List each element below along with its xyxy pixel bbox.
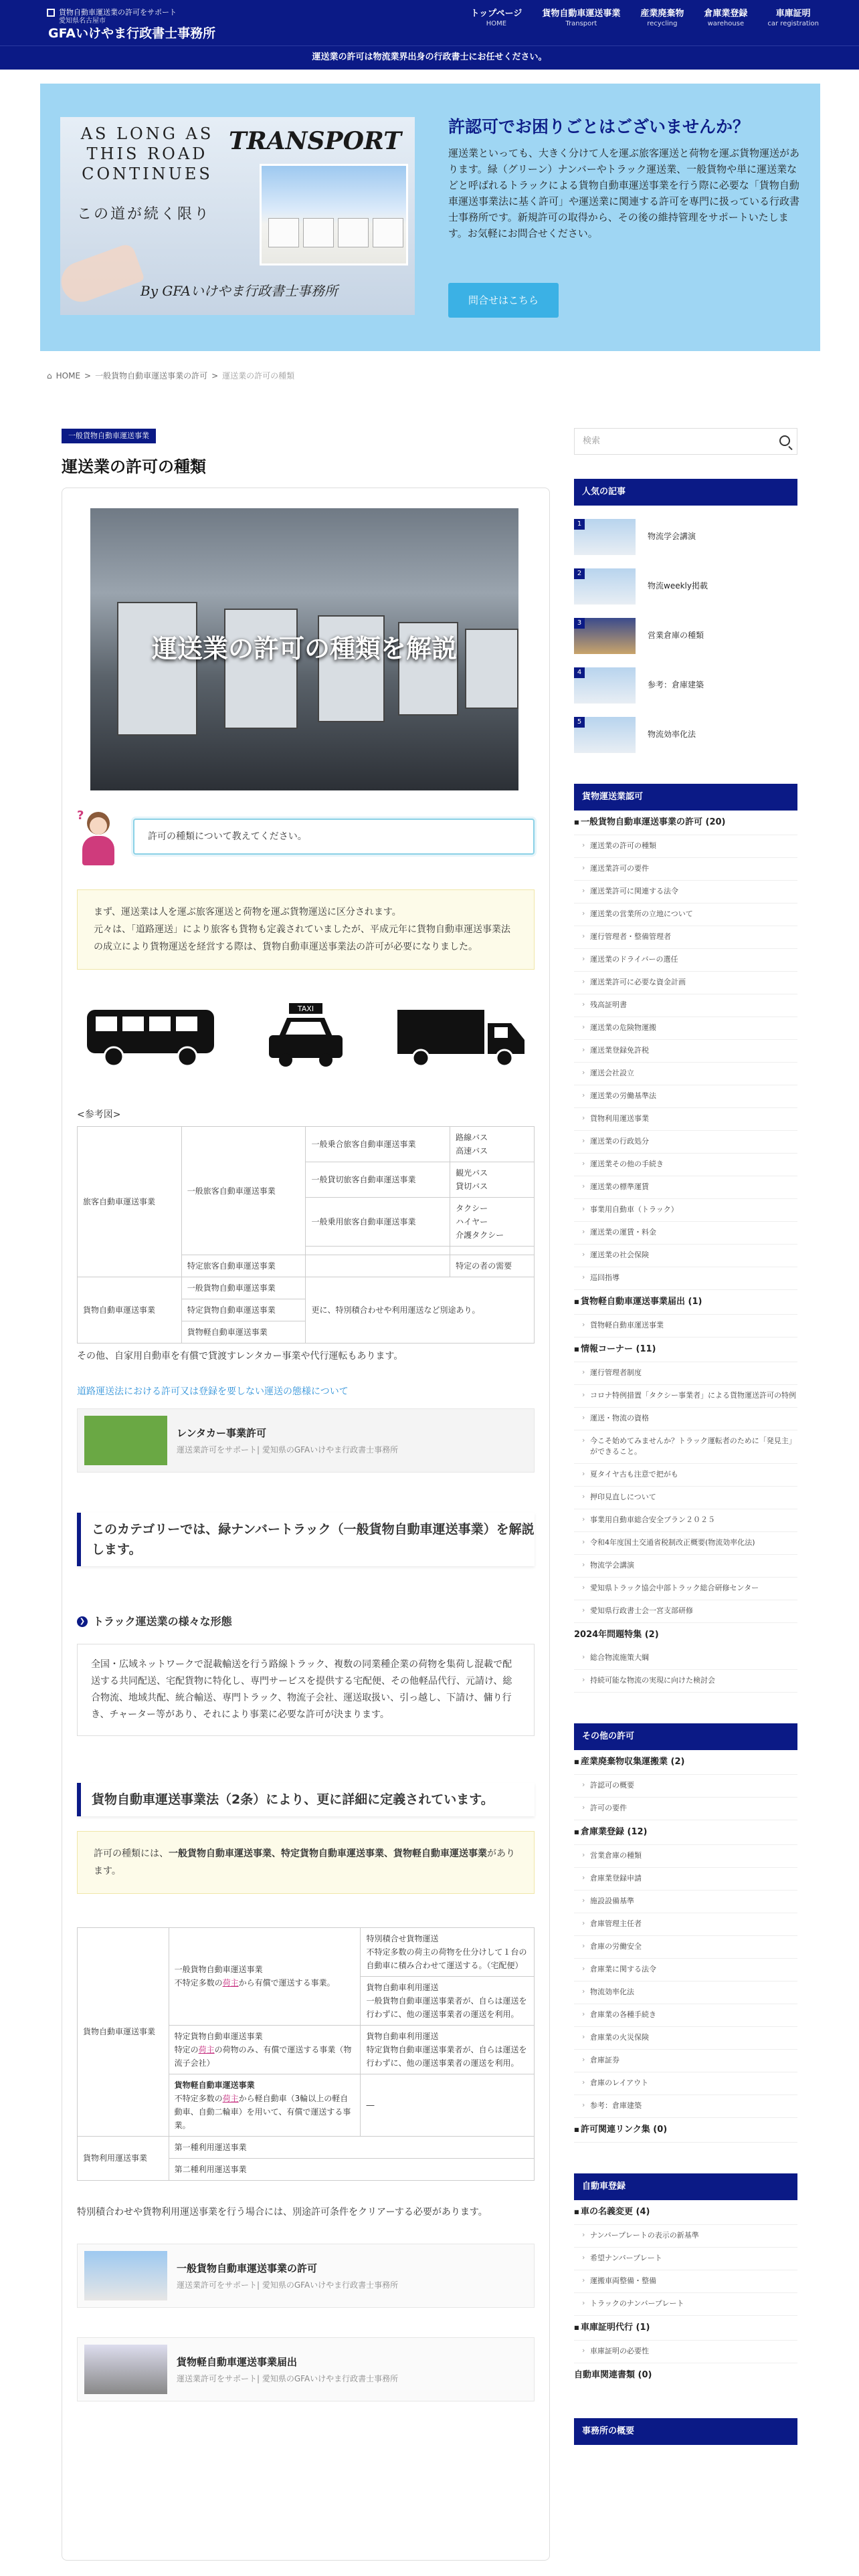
sidebar-link[interactable]: › 運送業の許可の種類 (574, 835, 797, 858)
logo-sub: 愛知県名古屋市 (59, 17, 106, 25)
blogcard-rental[interactable]: レンタカー事業許可 運送業許可をサポート| 愛知県のGFAいけやま行政書士事務所 (77, 1408, 535, 1473)
blogcard-light-cargo[interactable]: 貨物軽自動車運送事業届出 運送業許可をサポート| 愛知県のGFAいけやま行政書士事務所 (77, 2337, 535, 2401)
cargo-law-table: 貨物自動車運送事業 一般貨物自動車運送事業 不特定多数の荷主から有償で運送する事業。 特別積合せ貨物運送 不特定多数の荷主の荷物を仕分けして１台の自動車に積み合わせて運送する。（宅配便） 貨物自動車利用運送 一般貨物自動車運送事業者が、自らは運送を行わずに、他の運送事業者の運送を利用。 特定貨物自動車運送事業 特定の荷主の荷物のみ、有償で運送する事業（物流子会社） 貨物自動車利用運送 特定貨物自動車運送事業者が、自らは運送を行わずに、他の運送事業者の運送を利用。 貨物軽自動車運送事業 不特定多数の荷主から軽自動車（3輪以上の軽自動車、自動二輪車）を用いて、有償で運送する事業。 ― 貨物利用運送事業 第一種利用運送事業 第二種利用運送事業 (77, 1927, 535, 2181)
sidebar-link[interactable]: › 愛知県トラック協会中部トラック総合研修センター (574, 1578, 797, 1600)
office-overview: 事務所の概要 (574, 2418, 797, 2445)
sidebar-link[interactable]: › 運送・物流の資格 (574, 1408, 797, 1430)
avatar (77, 807, 117, 867)
sidebar-link[interactable]: › 夏タイヤ古も注意で把がも (574, 1464, 797, 1487)
breadcrumb-home[interactable]: HOME (56, 371, 81, 381)
category-link[interactable]: ■ 産業廃棄物収集運搬業 (2) (574, 1750, 797, 1775)
truck-icon (394, 1003, 528, 1070)
question-icon: ? (77, 809, 84, 823)
sidebar-link[interactable]: › 運送業のドライバーの選任 (574, 949, 797, 972)
category-link[interactable]: 2024年問題特集 (2) (574, 1630, 659, 1640)
category-other-permits: その他の許可 ■ 産業廃棄物収集運搬業 (2) › 許認可の概要 › 許可の要件 ■ 倉庫業登録 (12) › 営業倉庫の種類 › 倉庫業登録申請 › 施設設備基準 › 倉庫管理主任者 › 倉庫の労働安全 › 倉庫業に関する法令 › 物流効率化法 › 倉庫業の各種手続き › 倉庫業の火災保険 › 倉庫証券 › 倉庫のレイアウト › 参考：倉庫建築 ■ 許可関連リンク集 (0) (574, 1723, 797, 2143)
sidebar-link[interactable]: › 運送業の営業所の立地について (574, 903, 797, 926)
sidebar-link[interactable]: › 今こそ始めてみませんか？トラック運転者のために「発見主」ができること。 (574, 1430, 797, 1464)
blogcard-thumbnail (84, 2251, 167, 2300)
related-link[interactable]: 道路運送法における許可又は登録を要しない運送の態様について (77, 1386, 349, 1397)
home-icon: ⌂ (47, 371, 52, 381)
sidebar-link[interactable]: › 希望ナンバープレート (574, 2248, 797, 2270)
sidebar-link[interactable]: › 運送業の社会保険 (574, 1245, 797, 1267)
hero-image-jp: この道が続く限り (77, 206, 211, 223)
sidebar-link[interactable]: › コロナ特例措置「タクシー事業者」による貨物運送許可の特例 (574, 1385, 797, 1408)
taxi-sign-text: TAXI (297, 1004, 314, 1013)
category-car-registration: 自動車登録 ■ 車の名義変更 (4) › ナンバープレートの表示の新基準 › 希望ナンバープレート › 運搬車両整備・整備 › トラックのナンバープレート ■ 車庫証明代行 (1) › 車庫証明の必要性 自動車関連書類 (0) (574, 2173, 797, 2387)
blogcard-thumbnail (84, 1416, 167, 1465)
site-header (0, 0, 859, 45)
notice-bar: 運送業の許可は物流業界出身の行政書士にお任せください。 (0, 45, 859, 70)
sidebar-link[interactable]: › トラックのナンバープレート (574, 2293, 797, 2316)
sidebar-link[interactable]: › 施設設備基準 (574, 1891, 797, 1913)
popular-thumbnail: 5 (574, 717, 636, 753)
category-link[interactable]: ■ 情報コーナー (11) (574, 1337, 797, 1362)
category-transport: 貨物運送業認可 ■ 一般貨物自動車運送事業の許可 (20) › 運送業の許可の種類 › 運送業許可の要件 › 運送業許可に関連する法令 › 運送業の営業所の立地について › 運行管理者・整備管理者 › 運送業のドライバーの選任 › 運送業許可に必要な資金計画 › 残高証明書 › 運送業の危険物運搬 › 運送業登録免許税 › 運送会社設立 › 運送業の労働基準法 › 貨物利用運送事業 › 運送業の行政処分 › 運送業その他の手続き › 運送業の標準運賃 › 事業用自動車（トラック） › 運送業の運賃・料金 › 運送業の社会保険 › 巡回指導 ■ 貨物軽自動車運送事業届出 (1) › 貨物軽自動車運送事業 ■ 情報コーナー (11) › 運行管理者制度 › コロナ特例措置「タクシー事業者」による貨物運送許可の特例 › 運送・物流の資格 › 今こそ始めてみませんか？トラック運転者のために「発見主」ができること。 › 夏タイヤ古も注意で把がも › 押印見直しについて › 事業用自動車総合安全プラン２０２５ › 令和4年度国土交通省税制改正概要(物流効率化法) › 物流学会講演 › 愛知県トラック協会中部トラック総合研修センター › 愛知県行政書士会一宮支部研修 2024年問題特集 (2) › 総合物流施策大綱 › 持続可能な物流の実現に向けた検討会 (574, 784, 797, 1693)
category-link[interactable]: ■ 許可関連リンク集 (0) (574, 2118, 797, 2143)
hero-image-phrase: AS LONG AS THIS ROAD CONTINUES (80, 124, 214, 183)
hero-image-title: TRANSPORT (228, 127, 401, 155)
sidebar-link[interactable]: › ナンバープレートの表示の新基準 (574, 2225, 797, 2248)
sidebar-link[interactable]: › 倉庫の労働安全 (574, 1936, 797, 1959)
sidebar-link[interactable]: › 運送業その他の手続き (574, 1154, 797, 1176)
taxi-icon (266, 1003, 346, 1070)
popular-item[interactable]: 3 営業倉庫の種類 (574, 618, 797, 654)
category-link[interactable]: ■ 一般貨物自動車運送事業の許可 (20) (574, 811, 797, 835)
hero-banner (40, 84, 820, 351)
sidebar-link[interactable]: › 運送業の行政処分 (574, 1131, 797, 1154)
hero-image-by: By GFAいけやま行政書士事務所 (140, 283, 338, 299)
popular-item[interactable]: 2 物流weekly掲載 (574, 568, 797, 605)
page-title: 運送業の許可の種類 (62, 457, 206, 476)
popular-thumbnail: 1 (574, 519, 636, 555)
sidebar-link[interactable]: › 許可の要件 (574, 1798, 797, 1820)
sidebar-link[interactable]: › 運送業の運賃・料金 (574, 1222, 797, 1245)
nav-warehouse[interactable]: 倉庫業登録 warehouse (704, 9, 748, 27)
sidebar-link[interactable]: › 車庫証明の必要性 (574, 2341, 797, 2363)
sidebar-link[interactable]: › 運送業許可の要件 (574, 858, 797, 881)
sidebar-link[interactable]: › 運送会社設立 (574, 1063, 797, 1085)
sidebar-link[interactable]: › 愛知県行政書士会一宮支部研修 (574, 1600, 797, 1623)
nav-car-registration[interactable]: 車庫証明 car registration (767, 9, 819, 27)
sidebar-link[interactable]: › 運行管理者制度 (574, 1362, 797, 1385)
forms-box: 全国・広域ネットワークで混載輸送を行う路線トラック、複数の同業種企業の荷物を集荷し混載で配送する共同配送、宅配貨物に特化し、専門サービスを提供する宅配便、その他軽品代行、元請け、総合物流、地域共配、統合輸送、専門トラック、物流子会社、運送取扱い、引っ越し、下請け、傭り行き、チャーター等があり、それにより事業に必要な許可が決まります。 (77, 1644, 535, 1736)
blogcard-general-cargo[interactable]: 一般貨物自動車運送事業の許可 運送業許可をサポート| 愛知県のGFAいけやま行政書士事務所 (77, 2244, 535, 2308)
hero-title: 許認可でお困りごとはございませんか？ (448, 117, 750, 136)
sidebar-link[interactable]: › 総合物流施策大綱 (574, 1647, 797, 1670)
subsection-heading: ❯ トラック運送業の様々な形態 (77, 1613, 535, 1630)
logo-name: GFAいけやま行政書士事務所 (48, 26, 216, 41)
sidebar-link[interactable]: › 倉庫業の各種手続き (574, 2004, 797, 2027)
sidebar-link[interactable]: › 倉庫業の火災保険 (574, 2027, 797, 2050)
popular-item[interactable]: 4 参考：倉庫建築 (574, 667, 797, 704)
vehicle-icons (77, 1003, 535, 1070)
nav-home[interactable]: トップページ HOME (470, 9, 522, 27)
sidebar-link[interactable]: › 運送業登録免許税 (574, 1040, 797, 1063)
breadcrumb-current: 運送業の許可の種類 (222, 371, 295, 381)
intro-note: まず、運送業は人を運ぶ旅客運送と荷物を運ぶ貨物運送に区分されます。 元々は、「道路運送」により旅客も貨物も定義されていましたが、平成元年に貨物自動車運送事業法の成立により貨物運送を経営する際は、貨物自動車運送事業法の許可が必要になりました。 (77, 889, 535, 970)
eyecatch-caption: 運送業の許可の種類を解説 (151, 634, 457, 663)
bus-icon (84, 1003, 217, 1070)
breadcrumb-category[interactable]: 一般貨物自動車運送事業の許可 (95, 371, 208, 381)
permit-table: 旅客自動車運送事業 一般旅客自動車運送事業 一般乗合旅客自動車運送事業 路線バス 高速バス 一般貸切旅客自動車運送事業 観光バス 貸切バス 一般乗用旅客自動車運送事業 タクシー ハイヤー 介護タクシー 特定旅客自動車運送事業 特定の者の需要 貨物自動車運送事業 一般貨物自動車運送事業 更に、特別積合わせや利用運送など別途あり。 特定貨物自動車運送事業 貨物軽自動車運送事業 (77, 1126, 535, 1344)
sidebar-link[interactable]: › 事業用自動車（トラック） (574, 1199, 797, 1222)
section-heading: このカテゴリーでは、緑ナンバートラック（一般貨物自動車運送事業）を解説します。 (77, 1513, 535, 1566)
sidebar-link[interactable]: › 倉庫のレイアウト (574, 2072, 797, 2095)
breadcrumb: ⌂ HOME > 一般貨物自動車運送事業の許可 > 運送業の許可の種類 (47, 370, 294, 383)
category-link[interactable]: ■ 車庫証明代行 (1) (574, 2316, 797, 2341)
sidebar-link[interactable]: › 運送業の労働基準法 (574, 1085, 797, 1108)
nav-recycling[interactable]: 産業廃棄物 recycling (640, 9, 684, 27)
chevron-right-icon: ❯ (77, 1616, 88, 1627)
contact-button[interactable]: 問合せはこちら (448, 283, 559, 318)
sidebar-link[interactable]: › 持続可能な物流の実現に向けた検討会 (574, 1670, 797, 1693)
sidebar-link[interactable]: › 運行管理者・整備管理者 (574, 926, 797, 949)
trucks-photo (260, 164, 408, 265)
popular-item[interactable]: 5 物流効率化法 (574, 717, 797, 753)
sidebar (574, 428, 797, 2445)
site-logo[interactable] (47, 4, 215, 41)
sidebar-link[interactable]: › 倉庫業登録申請 (574, 1868, 797, 1891)
sidebar-link[interactable]: › 許認可の概要 (574, 1775, 797, 1798)
popular-thumbnail: 4 (574, 667, 636, 704)
speech-bubble: 許可の種類について教えてください。 (133, 819, 535, 855)
popular-heading: 人気の記事 (574, 479, 797, 506)
sidebar-link[interactable]: › 事業用自動車総合安全プラン２０２５ (574, 1509, 797, 1532)
after-table-text: その他、自家用自動車を有償で貸渡すレンタカー事業や代行運転もあります。 (77, 1351, 403, 1362)
reference-label: <参考図> (77, 1109, 121, 1120)
popular-item[interactable]: 1 物流学会講演 (574, 519, 797, 555)
sidebar-link[interactable]: › 倉庫管理主任者 (574, 1913, 797, 1936)
sidebar-link[interactable]: › 運送業許可に関連する法令 (574, 881, 797, 903)
speech-row (77, 807, 535, 867)
category-link[interactable]: ■ 貨物軽自動車運送事業届出 (1) (574, 1290, 797, 1315)
logo-tagline: 貨物自動車運送業の許可をサポート (59, 8, 177, 17)
sidebar-link[interactable]: › 倉庫証券 (574, 2050, 797, 2072)
logo-icon (47, 9, 55, 17)
hand-graphic (60, 242, 145, 307)
permit-types-note: 許可の種類には、一般貨物自動車運送事業、特定貨物自動車運送事業、貨物軽自動車運送事業があります。 (77, 1831, 535, 1894)
category-link[interactable]: ■ 車の名義変更 (4) (574, 2200, 797, 2225)
article-body (62, 488, 550, 2561)
after-table2-text: 特別積合わせや貨物利用運送事業を行う場合には、別途許可条件をクリアーする必要があります。 (77, 2206, 488, 2218)
eyecatch-image (90, 508, 518, 790)
sidebar-link[interactable]: › 物流学会講演 (574, 1555, 797, 1578)
sidebar-link[interactable]: › 運送業許可に必要な資金計画 (574, 972, 797, 994)
popular-posts (574, 479, 797, 753)
category-badge[interactable]: 一般貨物自動車運送事業 (62, 429, 156, 443)
sidebar-link[interactable]: › 押印見直しについて (574, 1487, 797, 1509)
popular-thumbnail: 2 (574, 568, 636, 605)
sidebar-link[interactable]: › 貨物利用運送事業 (574, 1108, 797, 1131)
category-link[interactable]: 自動車関連書類 (0) (574, 2370, 652, 2380)
hero-text: 運送業といっても、大きく分けて人を運ぶ旅客運送と荷物を運ぶ貨物運送があります。緑（グリーン）ナンバーやトラック運送業、一般貨物や単に運送業などと呼ばれるトラックによる貨物自動車運送事業を行う際に必要な「貨物自動車運送事業法に基く許可」や運送業に関連する許可を専門に扱っている行政書士事務所です。新規許可の取得から、その後の維持管理をサポートいたします。お気軽にお問合せください。 (448, 147, 800, 239)
sidebar-link[interactable]: › 営業倉庫の種類 (574, 1845, 797, 1868)
hero-image (60, 117, 415, 315)
sidebar-link[interactable]: › 倉庫業に関する法令 (574, 1959, 797, 1981)
sidebar-link[interactable]: › 貨物軽自動車運送事業 (574, 1315, 797, 1337)
sidebar-link[interactable]: › 物流効率化法 (574, 1981, 797, 2004)
sidebar-link[interactable]: › 巡回指導 (574, 1267, 797, 1290)
sidebar-link[interactable]: › 参考：倉庫建築 (574, 2095, 797, 2118)
category-link[interactable]: ■ 倉庫業登録 (12) (574, 1820, 797, 1845)
sidebar-link[interactable]: › 残高証明書 (574, 994, 797, 1017)
search-icon[interactable] (779, 435, 790, 446)
global-nav (470, 8, 819, 29)
popular-thumbnail: 3 (574, 618, 636, 654)
search-input[interactable]: 検索 (574, 428, 797, 455)
sidebar-link[interactable]: › 運送業の危険物運搬 (574, 1017, 797, 1040)
sidebar-link[interactable]: › 令和4年度国土交通省税制改正概要(物流効率化法) (574, 1532, 797, 1555)
nav-transport[interactable]: 貨物自動車運送事業 Transport (542, 9, 621, 27)
sidebar-link[interactable]: › 運送業の標準運賃 (574, 1176, 797, 1199)
main-content (62, 428, 550, 2561)
blogcard-thumbnail (84, 2345, 167, 2394)
section-heading-law: 貨物自動車運送事業法（2条）により、更に詳細に定義されています。 (77, 1783, 535, 1816)
sidebar-link[interactable]: › 運搬車両整備・整備 (574, 2270, 797, 2293)
